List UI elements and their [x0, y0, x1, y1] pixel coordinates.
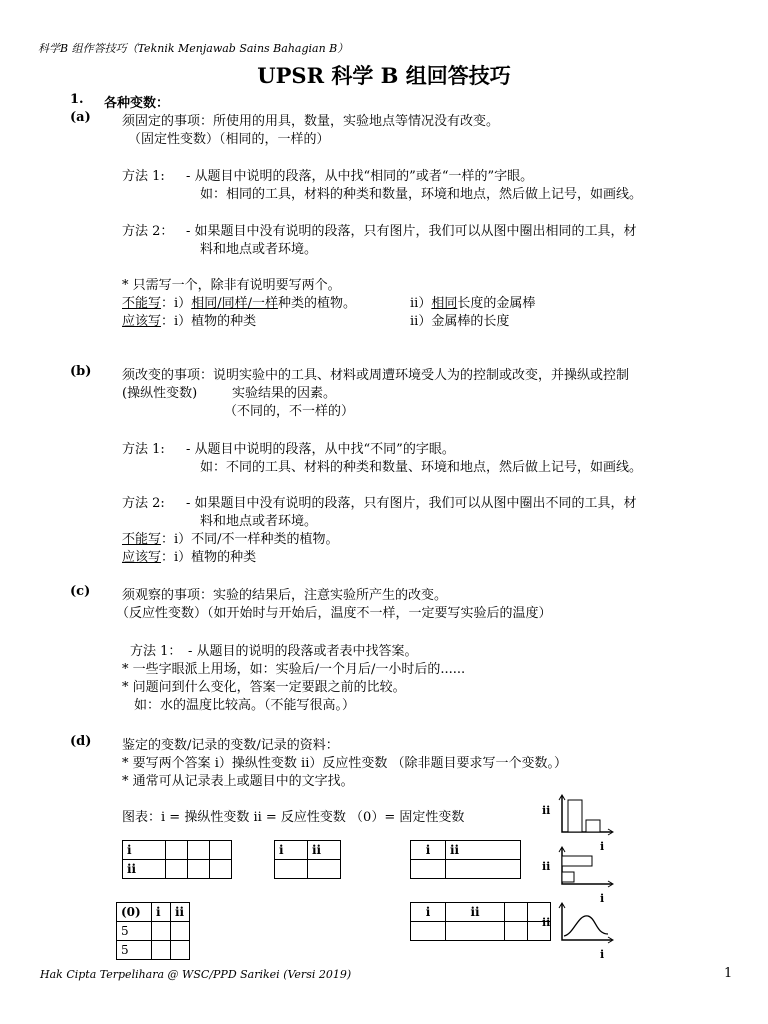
c-label: (c)	[70, 584, 91, 599]
b-line3: （不同的，不一样的）	[224, 404, 355, 419]
a-cannot-2: ii）相同长度的金属棒	[410, 296, 536, 311]
a-method1-text: - 从题目中说明的段落，从中找“相同的”或者“一样的”字眼。	[186, 169, 534, 184]
table-cell: i	[411, 903, 446, 922]
record-table-5	[410, 902, 551, 941]
b-method1-example: 如：不同的工具、材料的种类和数量、环境和地点，然后做上记号，如画线。	[200, 460, 643, 475]
bar-chart-vertical-diagram	[556, 794, 616, 838]
chart2-x-label: i	[600, 892, 605, 905]
table-cell: i	[152, 903, 171, 922]
line-curve-diagram	[556, 902, 616, 946]
b-cannot-row: 不能写：i）不同/不一样种类的植物。	[122, 532, 339, 547]
b-method2-label: 方法 2:	[122, 496, 165, 511]
b-cannot-label: 不能写	[122, 532, 162, 547]
d-bullet2: * 通常可从记录表上或题目中的文字找。	[122, 774, 354, 789]
a-method1-label: 方法 1:	[122, 169, 165, 184]
chart2-y-label: ii	[542, 860, 551, 873]
b-method2-text2: 料和地点或者环境。	[200, 514, 318, 529]
b-method2-text: - 如果题目中没有说明的段落，只有图片，我们可以从图中圈出不同的工具，材	[186, 496, 637, 511]
c-bullet2: * 问题问到什么变化，答案一定要跟之前的比较。	[122, 680, 406, 695]
a-note: * 只需写一个，除非有说明要写两个。	[122, 278, 341, 293]
a-should-row: 应该写：i）植物的种类	[122, 314, 257, 329]
b-should-label: 应该写	[122, 550, 162, 565]
a-should-label: 应该写	[122, 314, 162, 329]
c-bullet1: * 一些字眼派上用场，如：实验后/一个月后/一小时后的......	[122, 662, 466, 677]
a-method2-label: 方法 2：	[122, 224, 174, 239]
c-line1: 须观察的事项：实验的结果后，注意实验所产生的改变。	[122, 588, 448, 603]
table-cell: ii	[123, 860, 166, 879]
c-method1-text: - 从题目的说明的段落或者表中找答案。	[188, 644, 418, 659]
chart1-x-label: i	[600, 840, 605, 853]
d-label: (d)	[70, 734, 92, 749]
table-cell: ii	[446, 841, 521, 860]
chart3-x-label: i	[600, 948, 605, 961]
b-line2a: (操纵性变数)	[122, 386, 198, 401]
a-label: (a)	[70, 110, 91, 125]
a-method2-text2: 料和地点或者环境。	[200, 242, 318, 257]
table-cell: i	[275, 841, 308, 860]
b-line1: 须改变的事项：说明实验中的工具、材料或周遭环境受人为的控制或改变，并操纵或控制	[122, 368, 630, 383]
table-cell: 5	[117, 922, 152, 941]
a-cannot-label: 不能写	[122, 296, 162, 311]
chart3-y-label: ii	[542, 916, 551, 929]
table-cell: (0)	[117, 903, 152, 922]
record-table-4	[116, 902, 190, 960]
b-should-row: 应该写：i）植物的种类	[122, 550, 257, 565]
section-heading: 各种变数：	[104, 96, 170, 111]
a-cannot-row: 不能写：i）相同/同样/一样种类的植物。	[122, 296, 356, 311]
c-line2: （反应性变数）（如开始时与开始后，温度不一样，一定要写实验后的温度）	[116, 606, 552, 621]
table-cell: ii	[446, 903, 505, 922]
table-cell: ii	[171, 903, 190, 922]
a-method2-text: - 如果题目中没有说明的段落，只有图片，我们可以从图中圈出相同的工具，材	[186, 224, 637, 239]
record-table-3	[410, 840, 521, 879]
table-cell: i	[123, 841, 166, 860]
b-method1-label: 方法 1:	[122, 442, 165, 457]
table-cell: ii	[308, 841, 341, 860]
a-should-2: ii）金属棒的长度	[410, 314, 510, 329]
record-table-1	[122, 840, 232, 879]
b-line2b: 实验结果的因素。	[232, 386, 337, 401]
c-bullet3: 如：水的温度比较高。（不能写很高。）	[134, 698, 356, 713]
d-line1: 鉴定的变数/记录的变数/记录的资料：	[122, 738, 339, 753]
bar-chart-horizontal-diagram	[556, 846, 616, 890]
c-method1-label: 方法 1：	[130, 644, 182, 659]
a-method1-example: 如：相同的工具，材料的种类和数量，环境和地点，然后做上记号，如画线。	[200, 187, 643, 202]
d-legend: 图表：i = 操纵性变数 ii = 反应性变数 （0）= 固定性变数	[122, 810, 465, 825]
page-title: UPSR 科学 B 组回答技巧	[257, 63, 511, 88]
b-method1-text: - 从题目中说明的段落，从中找“不同”的字眼。	[186, 442, 455, 457]
record-table-2	[274, 840, 341, 879]
section-number: 1.	[70, 92, 84, 107]
footer-copyright: Hak Cipta Terpelihara @ WSC/PPD Sarikei (Versi 2019)	[40, 968, 352, 981]
page-number: 1	[724, 966, 733, 981]
d-bullet1: * 要写两个答案 i）操纵性变数 ii）反应性变数 （除非题目要求写一个变数。）	[122, 756, 568, 771]
b-label: (b)	[70, 364, 92, 379]
a-line2: （固定性变数）（相同的，一样的）	[128, 132, 330, 147]
a-line1: 须固定的事项：所使用的用具，数量，实验地点等情况没有改变。	[122, 114, 500, 129]
table-cell: 5	[117, 941, 152, 960]
page-header: 科学B 组作答技巧（Teknik Menjawab Sains Bahagian B）	[38, 42, 349, 55]
table-cell: i	[411, 841, 446, 860]
chart1-y-label: ii	[542, 804, 551, 817]
